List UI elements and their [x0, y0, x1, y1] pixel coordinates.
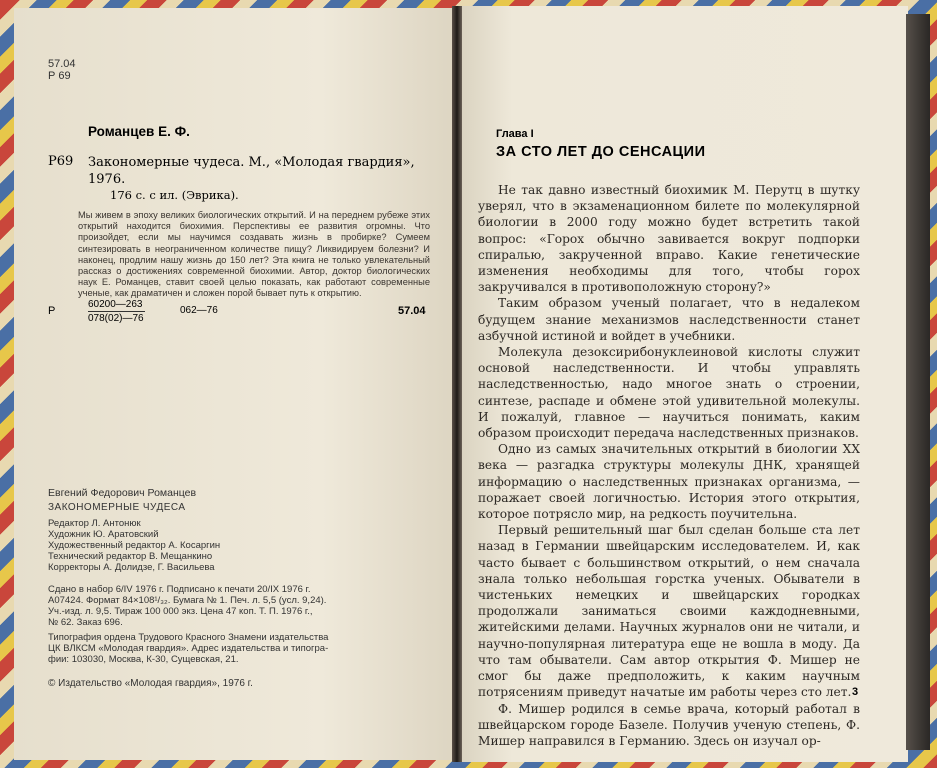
- credit-line: Корректоры А. Долидзе, Г. Васильева: [48, 562, 215, 573]
- colophon-title: ЗАКОНОМЕРНЫЕ ЧУДЕСА: [48, 502, 186, 513]
- pages-info: 176 с. с ил. (Эврика).: [110, 188, 239, 202]
- paragraph: Не так давно известный биохимик М. Перутц в шутку уверял, что в экзаменационном билете по молекулярной биологии в 2000 году можно будет встретить такой вопрос: «Горох обычно завивается вокруг подпорки спиралью, закрученной вправо. Какие генетические изменения необходимы для того, чтобы горох закручивался в противоположную сторону?»: [478, 183, 860, 295]
- classification-mark: Р 69: [48, 70, 71, 82]
- index-mark: Р69: [48, 154, 74, 169]
- paragraph: Одно из самых значительных открытий в биологии XX века — разгадка структуры молекулы ДНК, хранящей информацию о наследственных признаках организма, — поражает своей логичностью. История этого открытия, которое потрясло мир, на редкость поучительна.: [478, 442, 860, 522]
- colophon-author: Евгений Федорович Романцев: [48, 487, 197, 499]
- typography-line: Типография ордена Трудового Красного Знамени издательства: [48, 632, 329, 643]
- code-middle: 062—76: [180, 305, 218, 316]
- credit-line: Художественный редактор А. Косаргин: [48, 540, 221, 551]
- chapter-body: [478, 182, 860, 749]
- print-info-line: Сдано в набор 6/IV 1976 г. Подписано к печати 20/IX 1976 г.: [48, 584, 311, 595]
- annotation: Мы живем в эпоху великих биологических открытий. И на переднем рубеже этих открытий находится биохимия. Перспективы ее развития огромны. Что произойдет, если мы научимся создавать жизнь в пробирке? Сумеем синтезировать в неограниченном количестве пищу? Ликвидируем болезни? И наконец, продлим нашу жизнь до 150 лет? Эта книга не только увлекательный рассказ о достижениях современной биохимии. Автор, доктор биологических наук Е. Романцев, ставит своей целью показать, как работают современные ученые, как драматичен и сложен порой бывает путь к открытию.: [78, 210, 430, 299]
- code-right: 57.04: [398, 305, 426, 317]
- typography-line: фии: 103030, Москва, К-30, Сущевская, 21.: [48, 654, 239, 665]
- paragraph: Первый решительный шаг был сделан больше ста лет назад в Германии швейцарским исследователем. И, как часто бывает с большинством открытий, о нем сначала знала только небольшая горстка ученых. Обыватели в чистеньких немецких и швейцарских городках продолжали заниматься своими каждодневными, житейскими делами. Научных журналов они не читали, и научно-популярная литература еще не вошла в моду. Да что там обыватели. Сам автор открытия Ф. Мишер не смог бы даже предположить, к каким научным потрясениям приведут начатые им работы через сто лет.: [478, 523, 860, 700]
- paragraph: Таким образом ученый полагает, что в недалеком будущем знание механизмов наследственности станет азбучной истиной и войдет в учебники.: [478, 296, 860, 343]
- code-letter: Р: [48, 305, 56, 317]
- chapter-label: Глава I: [496, 128, 534, 140]
- print-info-line: А07424. Формат 84×108¹/₃₂. Бумага № 1. Печ. л. 5,5 (усл. 9,24).: [48, 595, 327, 606]
- paragraph: Ф. Мишер родился в семье врача, который работал в швейцарском городе Базеле. Получив ученую степень, Ф. Мишер направился в Германию. Здесь он изучал ор-: [478, 701, 860, 748]
- book-spine: [452, 6, 462, 762]
- chapter-title: ЗА СТО ЛЕТ ДО СЕНСАЦИИ: [496, 144, 706, 160]
- credit-line: Художник Ю. Аратовский: [48, 529, 159, 540]
- code-numerator: 60200—263: [88, 299, 143, 310]
- author-name: Романцев Е. Ф.: [88, 124, 190, 139]
- paragraph: Молекула дезоксирибонуклеиновой кислоты служит основой наследственности. И чтобы управлять наследственностью, надо многое знать о строении, синтезе, распаде и обмене этой удивительной молекулы. И пожалуй, главное — научиться понимать, каким образом происходит передача наследственных признаков.: [478, 345, 860, 441]
- classification-code: 57.04: [48, 58, 76, 70]
- code-fraction: [88, 298, 145, 325]
- page-number: 3: [852, 686, 859, 698]
- print-info-line: Уч.-изд. л. 9,5. Тираж 100 000 экз. Цена 47 коп. Т. П. 1976 г.,: [48, 606, 313, 617]
- print-info-line: № 62. Заказ 696.: [48, 617, 123, 628]
- copyright-line: © Издательство «Молодая гвардия», 1976 г.: [48, 678, 253, 689]
- bibliographic-title: Закономерные чудеса. М., «Молодая гвардия», 1976.: [88, 155, 415, 187]
- code-denominator: 078(02)—76: [88, 313, 144, 324]
- credit-line: Технический редактор В. Мещанкино: [48, 551, 213, 562]
- credit-line: Редактор Л. Антонюк: [48, 518, 141, 529]
- back-board-edge: [906, 14, 930, 750]
- typography-line: ЦК ВЛКСМ «Молодая гвардия». Адрес издательства и типогра-: [48, 643, 329, 654]
